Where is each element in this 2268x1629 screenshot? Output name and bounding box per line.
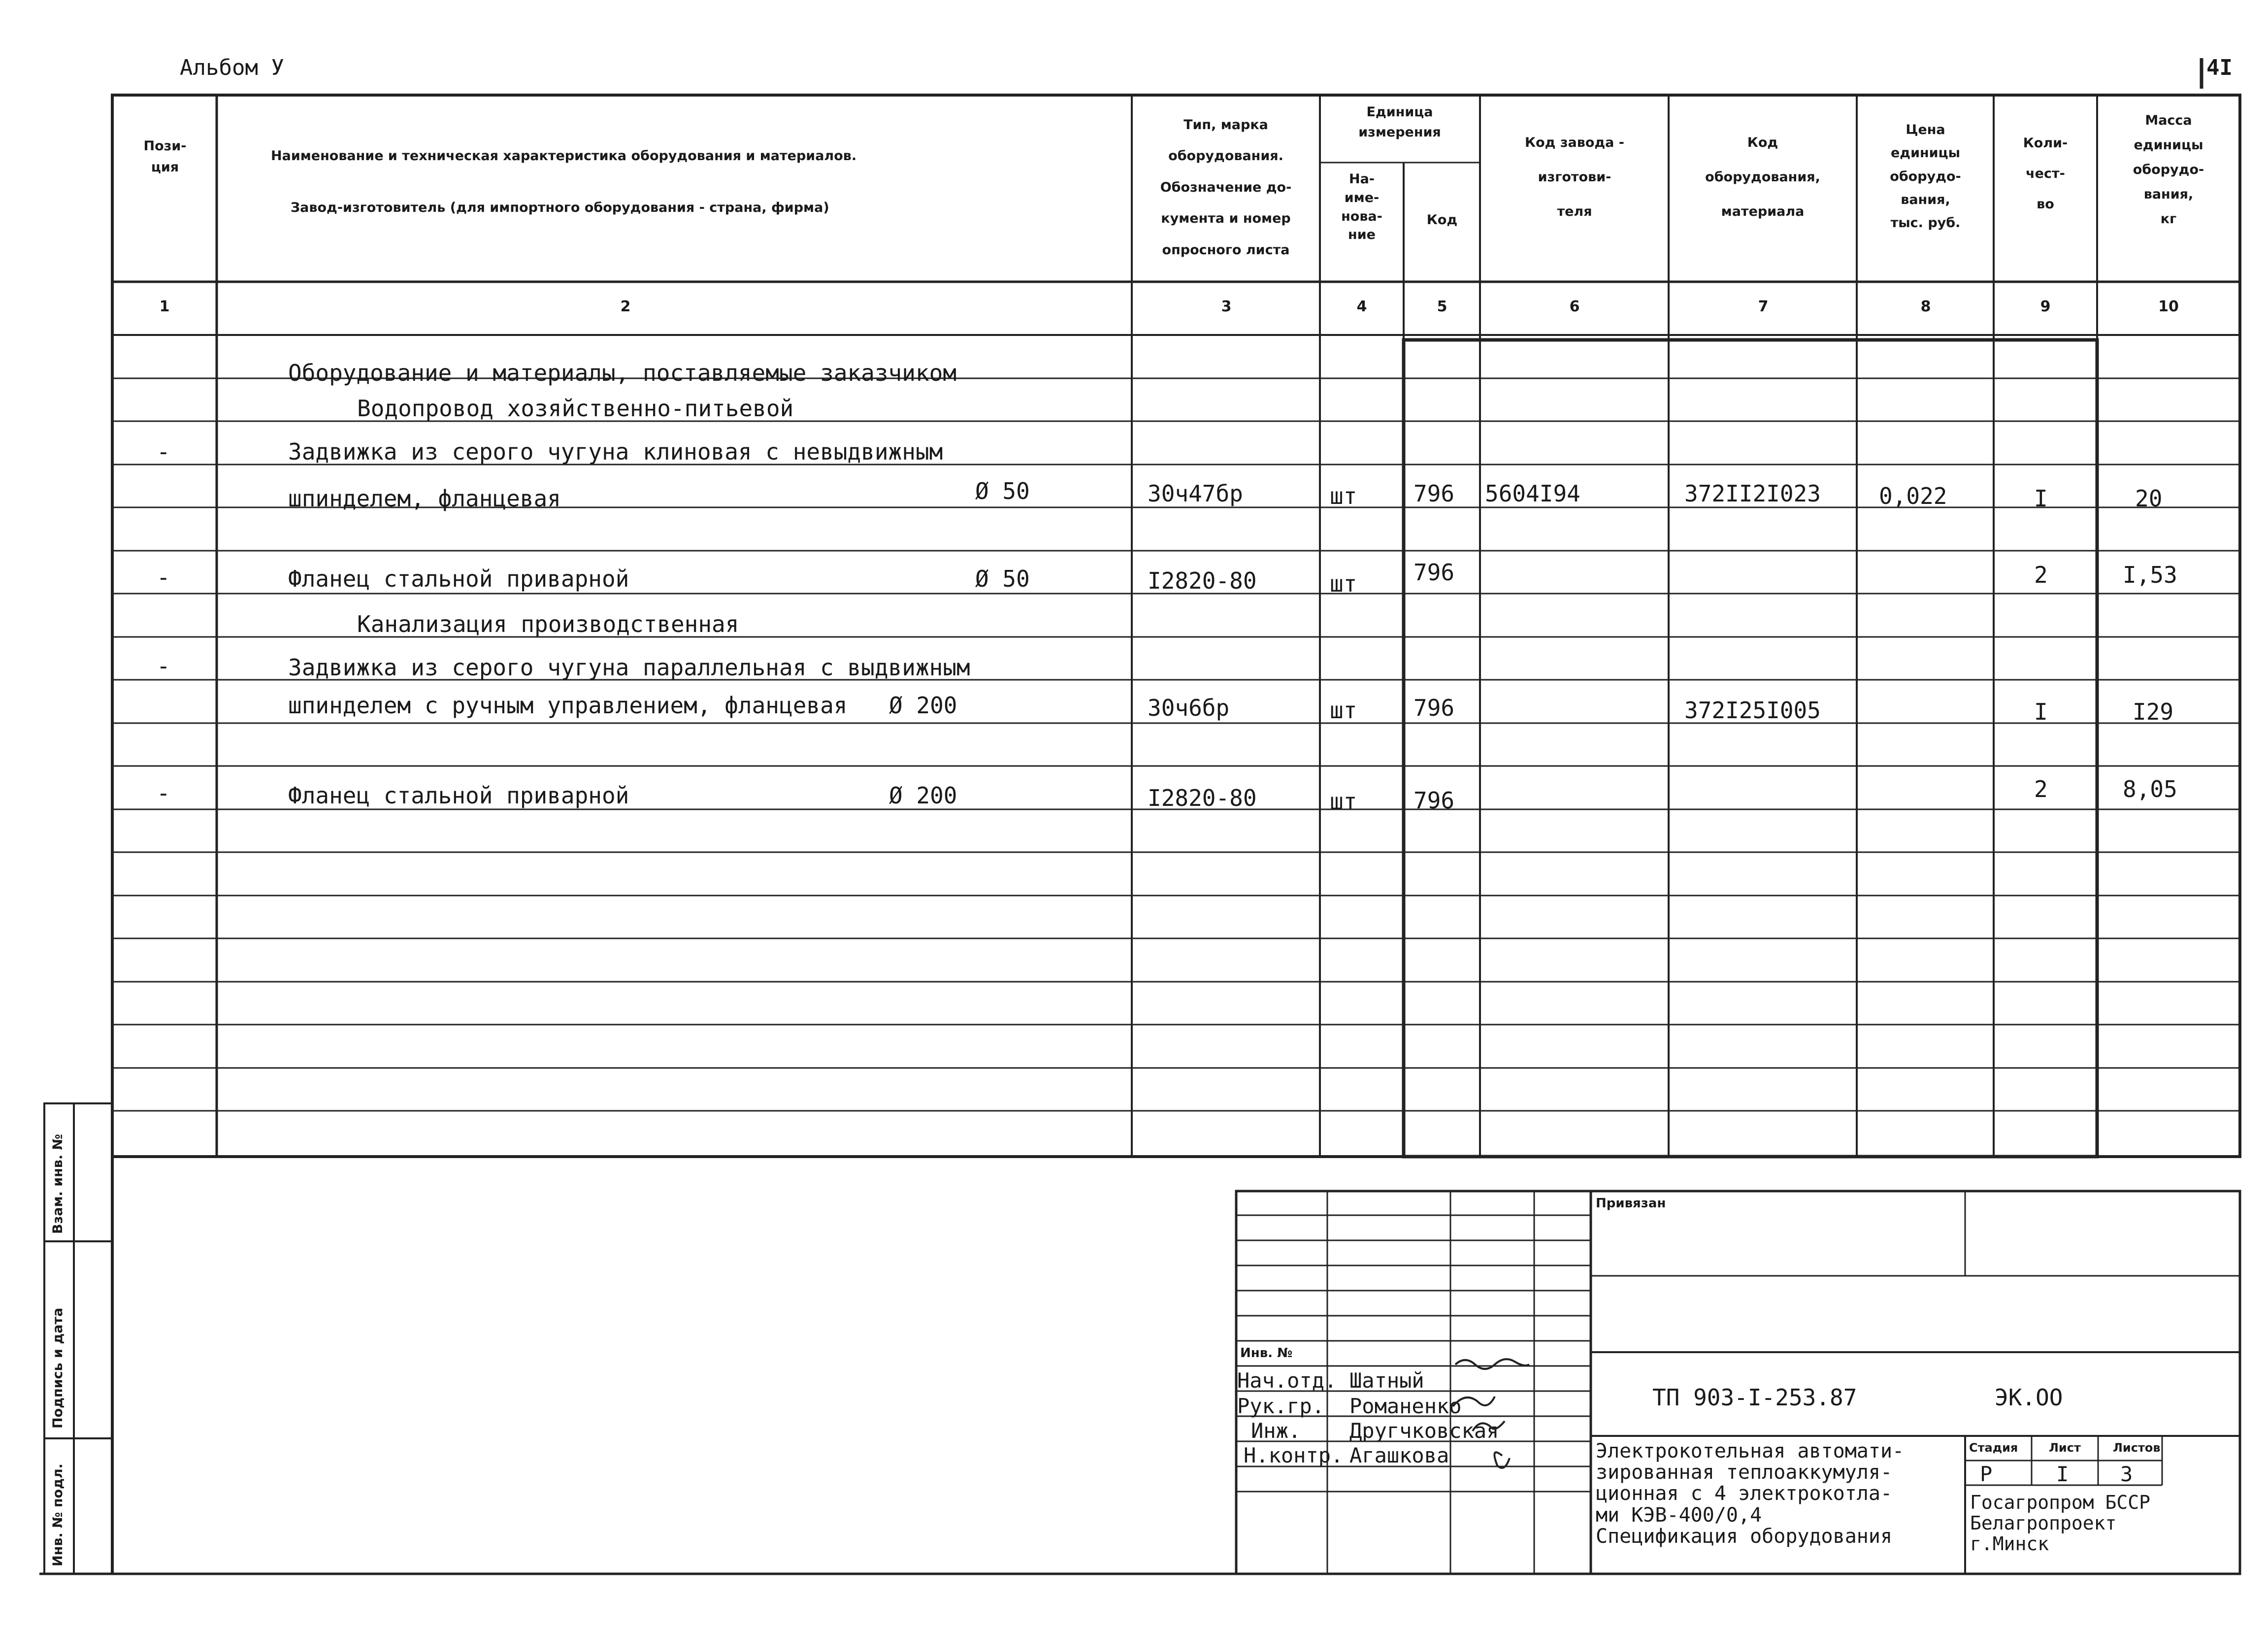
sheet-value: I [2056,1462,2069,1486]
item-diameter: Ø 200 [889,692,957,719]
subsection-title: Канализация производственная [357,611,739,637]
item-unit: шт [1330,697,1357,724]
col-header-factory-code: Код завода - изготови- теля [1525,135,1624,220]
item-quantity: I [2034,485,2048,512]
sheets-value: 3 [2120,1462,2133,1486]
item-price: 0,022 [1879,483,1947,509]
item-unit-code: 796 [1413,787,1455,814]
col-number: 1 [159,298,170,315]
col-number: 9 [2040,298,2051,315]
item-unit: шт [1330,788,1357,815]
subsection-title: Водопровод хозяйственно-питьевой [357,395,794,422]
row-position: - [157,564,170,591]
sheet-code: ЭК.ОО [1995,1384,2063,1411]
stamp-original-inv: Инв. № подл. [50,1463,66,1566]
item-mass: I29 [2133,698,2174,725]
item-unit-code: 796 [1413,559,1455,586]
staff-name: Шатный [1349,1368,1424,1393]
row-position: - [157,438,170,465]
item-unit-code: 796 [1413,695,1455,721]
album-label: Альбом У [180,55,284,80]
item-name: шпинделем, фланцевая [288,485,561,512]
document-code: ТП 903-I-253.87 [1652,1384,1857,1411]
staff-role: Инж. [1251,1419,1301,1443]
col-number: 4 [1356,298,1367,315]
item-name: Задвижка из серого чугуна клиновая с невыдвижным [288,438,943,465]
item-quantity: 2 [2034,562,2048,588]
item-factory-code: 5604I94 [1485,480,1580,507]
page-number: 4I [2206,55,2233,80]
item-unit: шт [1330,570,1357,597]
item-mass: 20 [2135,485,2163,512]
item-unit: шт [1330,483,1357,509]
sheets-label: Листов [2113,1441,2161,1455]
col-header-manufacturer: Завод-изготовитель (для импортного оборудования - страна, фирма) [291,200,829,215]
col-header-position: Пози- ция [143,138,187,175]
stage-label: Стадия [1969,1441,2018,1455]
item-quantity: I [2034,698,2048,725]
col-number: 8 [1920,298,1931,315]
col-number: 6 [1569,298,1580,315]
inventory-number-label: Инв. № [1240,1346,1293,1361]
col-header-unit: Единица измерения [1358,104,1441,140]
col-header-name: Наименование и техническая характеристика оборудования и материалов. [271,148,857,164]
item-diameter: Ø 50 [975,478,1030,504]
col-header-mass: Масса единицы оборудо- вания, кг [2133,113,2204,227]
staff-role: Рук.гр. [1237,1394,1325,1418]
item-name: Фланец стальной приварной [288,782,629,809]
staff-name: Другчковская [1349,1419,1499,1443]
item-diameter: Ø 50 [975,565,1030,592]
row-position: - [157,780,170,806]
item-mass: 8,05 [2123,776,2177,802]
col-header-type: Тип, марка оборудования. Обозначение до- кумента и номер опросного листа [1160,117,1292,258]
col-header-item-code: Код оборудования, материала [1705,135,1820,220]
col-number: 10 [2158,298,2179,315]
item-quantity: 2 [2034,776,2048,802]
item-unit-code: 796 [1413,480,1455,507]
item-code: 372I25I005 [1684,697,1821,724]
col-number: 7 [1758,298,1769,315]
staff-name: Романенко [1349,1394,1462,1418]
col-header-price: Цена единицы оборудо- вания, тыс. руб. [1890,122,1961,231]
item-code: 372II2I023 [1684,480,1821,507]
col-number: 3 [1221,298,1232,315]
stamp-replacement-inv: Взам. инв. № [50,1133,66,1234]
item-type: I2820-80 [1148,567,1257,594]
col-header-quantity: Коли- чест- во [2023,135,2068,212]
sheet-label: Лист [2049,1441,2081,1455]
row-position: - [157,653,170,679]
col-number: 5 [1437,298,1447,315]
stamp-signature-date: Подпись и дата [50,1307,66,1429]
col-header-unit-name: На- име- нова- ние [1341,171,1382,243]
drawing-title: Электрокотельная автомати- зированная теплоаккумуля- ционная с 4 электрокотла- ми КЭВ-400/0,4 Спецификация оборудования [1596,1440,1905,1548]
item-diameter: Ø 200 [889,782,957,809]
item-name: Задвижка из серого чугуна параллельная с выдвижным [288,654,970,681]
staff-name: Агашкова [1349,1443,1449,1467]
item-type: 30ч47бр [1148,480,1243,507]
staff-role: Н.контр. [1244,1443,1344,1467]
item-mass: I,53 [2123,562,2177,588]
attached-label: Привязан [1596,1196,1666,1211]
stage-value: Р [1980,1462,1993,1486]
staff-role: Нач.отд. [1237,1368,1337,1393]
col-number: 2 [620,298,631,315]
section-title: Оборудование и материалы, поставляемые заказчиком [288,360,957,386]
col-header-unit-code: Код [1426,212,1458,228]
item-type: 30ч6бр [1148,695,1230,721]
item-name: Фланец стальной приварной [288,565,629,592]
item-type: I2820-80 [1148,785,1257,811]
item-name: шпинделем с ручным управлением, фланцевая [288,692,848,719]
organization: Госагропром БССР Белагропроект г.Минск [1970,1492,2151,1555]
